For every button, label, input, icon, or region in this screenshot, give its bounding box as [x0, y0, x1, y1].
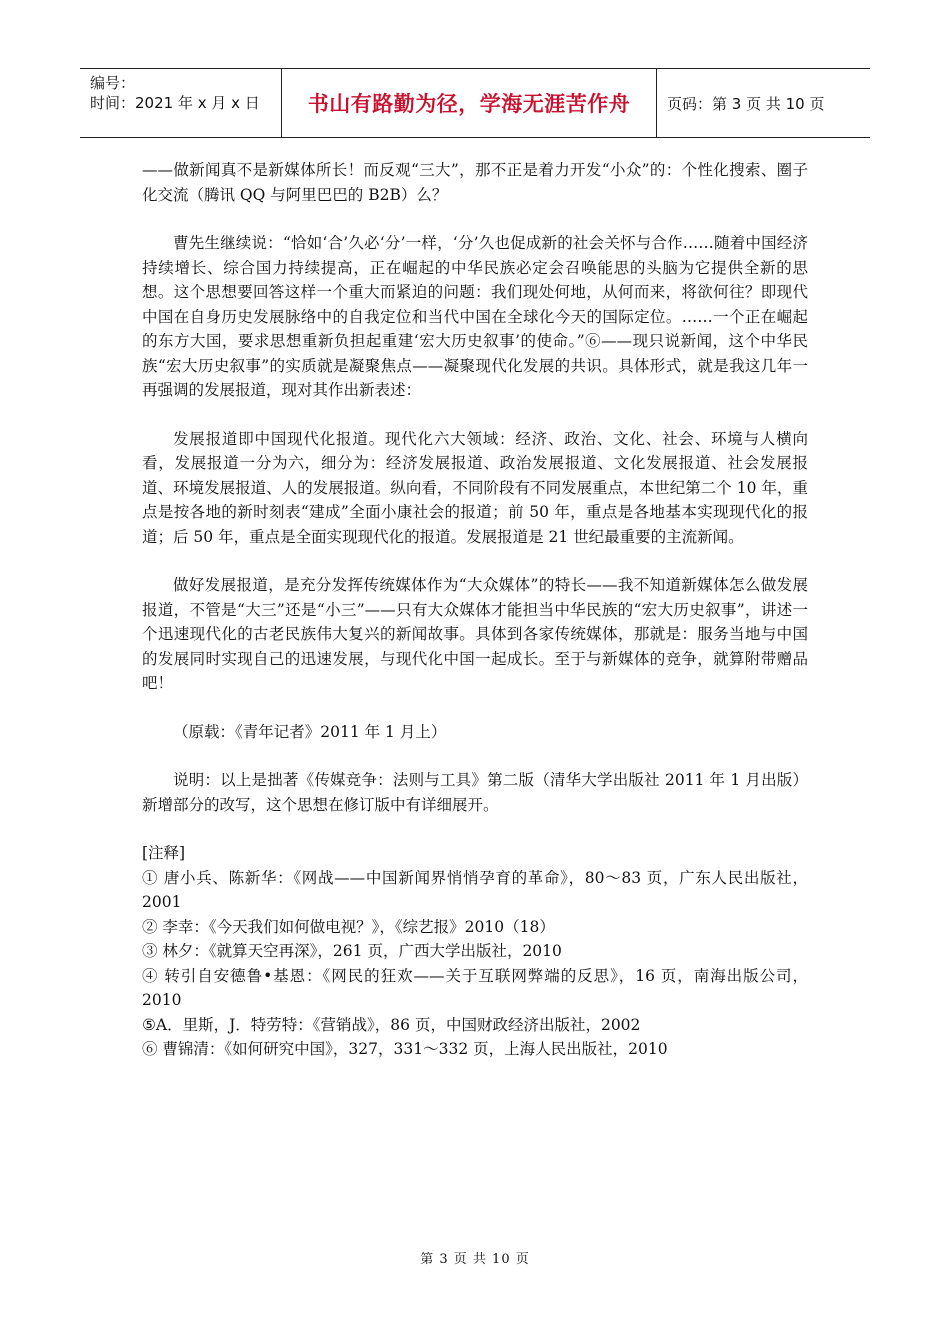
explanation-paragraph: 说明：以上是拙著《传媒竞争：法则与工具》第二版（清华大学出版社 2011 年 1 月出版）新增部分的改写，这个思想在修订版中有详细展开。: [142, 771, 808, 814]
motto-text: 书山有路勤为径，学海无涯苦作舟: [307, 92, 631, 116]
source-note: （原载：《青年记者》2011 年 1 月上）: [173, 722, 447, 741]
page-header: [80, 68, 870, 138]
footnote-item: ③ 林夕：《就算天空再深》，261 页，广西大学出版社，2010: [142, 942, 562, 960]
paragraph-4: 做好发展报道，是充分发挥传统媒体作为“大众媒体”的特长——我不知道新媒体怎么做发展报道，不管是“大三”还是“小三”——只有大众媒体才能担当中华民族的“宏大历史叙事”，讲述一个迅速现代化的古老民族伟大复兴的新闻故事。具体到各家传统媒体，那就是：服务当地与中国的发展同时实现自己的迅速发展，与现代化中国一起成长。至于与新媒体的竞争，就算附带赠品吧！: [142, 576, 808, 692]
footnotes-section: [142, 841, 808, 1062]
footnote-item: ⑥ 曹锦清：《如何研究中国》，327，331～332 页，上海人民出版社，2010: [142, 1040, 668, 1058]
paragraph-2: 曹先生继续说：“恰如‘合’久必‘分’一样，‘分’久也促成新的社会关怀与合作……随着中国经济持续增长、综合国力持续提高，正在崛起的中华民族必定会召唤能思的头脑为它提供全新的思想。这个思想要回答这样一个重大而紧迫的问题：我们现处何地，从何而来，将欲何往？即现代中国在自身历史发展脉络中的自我定位和当代中国在全球化今天的国际定位。……一个正在崛起的东方大国，要求思想重新负担起重建‘宏大历史叙事’的使命。”⑥——现只说新闻，这个中华民族“宏大历史叙事”的实质就是凝聚焦点——凝聚现代化发展的共识。具体形式，就是我这几年一再强调的发展报道，现对其作出新表述：: [142, 234, 808, 399]
document-body: [142, 158, 808, 1062]
footnote-item: ⑤A．里斯，J．特劳特：《营销战》，86 页，中国财政经济出版社，2002: [142, 1015, 641, 1034]
header-page-cell: [657, 69, 870, 137]
paragraph-1: ——做新闻真不是新媒体所长！而反观“三大”，那不正是着力开发“小众”的：个性化搜索、圈子化交流（腾讯 QQ 与阿里巴巴的 B2B）么？: [142, 161, 808, 204]
header-meta: [80, 69, 282, 137]
footnote-item: ④ 转引自安德鲁•基恩：《网民的狂欢——关于互联网弊端的反思》，16 页，南海出版公司，2010: [142, 966, 808, 1009]
time-label: 时间：2021 年 x 月 x 日: [90, 94, 260, 112]
footnote-item: ① 唐小兵、陈新华：《网战——中国新闻界悄悄孕育的革命》，80～83 页，广东人民出版社，2001: [142, 868, 808, 911]
page-label: 页码：第 3 页 共 10 页: [667, 94, 825, 113]
footnotes-title: [注释]: [142, 844, 186, 862]
page-footer: 第 3 页 共 10 页: [420, 1252, 530, 1267]
footnote-item: ② 李幸：《今天我们如何做电视？》，《综艺报》2010（18）: [142, 917, 555, 936]
number-label: 编号：: [90, 74, 136, 92]
paragraph-3: 发展报道即中国现代化报道。现代化六大领域：经济、政治、文化、社会、环境与人横向看，发展报道一分为六，细分为：经济发展报道、政治发展报道、文化发展报道、社会发展报道、环境发展报道、人的发展报道。纵向看，不同阶段有不同发展重点，本世纪第二个 10 年，重点是按各地的新时刻表“建成”全面小康社会的报道；前 50 年，重点是各地基本实现现代化的报道；后 50 年，重点是全面实现现代化的报道。发展报道是 21 世纪最重要的主流新闻。: [142, 429, 808, 546]
header-motto-cell: [282, 69, 657, 137]
